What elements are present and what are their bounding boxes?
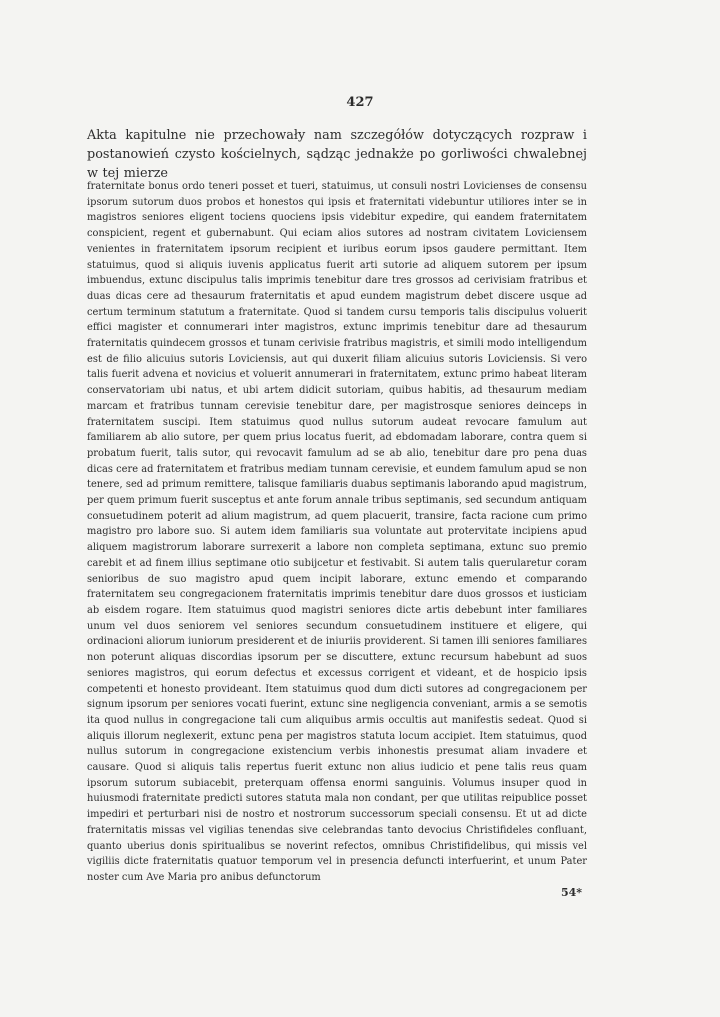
page-number: 427 — [346, 95, 374, 110]
latin-body-text: fraternitate bonus ordo teneri posset et tueri, statuimus, ut consuli nostri Lovicienses de consensu ipsorum sutorum duos probos et honestos qui ipsis et fraternitati videbuntur utiliores inter se in magistros seniores eligent tociens quociens ipsis videbitur expedire, qui eandem fraternitatem conspicient, regent et gubernabunt. Qui eciam alios sutores ad nostram civitatem Loviciensem venientes in fraternitatem ipsorum recipient et iuribus eorum ipsos gaudere permittant. Item statuimus, quod si aliquis iuvenis applicatus fuerit arti sutorie ad aliquem sutorem per ipsum imbuendus, extunc discipulus talis imprimis tenebitur dare tres grossos ad cerivisiam fratribus et duas dicas cere ad thesaurum fraternitatis et apud eundem magistrum debet discere usque ad certum terminum statutum a fraternitate. Quod si tandem cursu temporis talis discipulus voluerit effici magister et connumerari inter magistros, extunc imprimis tenebitur dare ad thesaurum fraternitatis quindecem grossos et tunam cerivisie fratribus magistris, et simili modo intelligendum est de filio alicuius sutoris Loviciensis, aut qui duxerit filiam alicuius sutoris Loviciensis. Si vero talis fuerit advena et novicius et voluerit annumerari in fraternitatem, extunc primo habeat literam conservatoriam ubi natus, et ubi artem didicit sutoriam, quibus habitis, ad thesaurum mediam marcam et fratribus tunnam cerevisie tenebitur dare, per magistrosque seniores deinceps in fraternitatem suscipi. Item statuimus quod nullus sutorum audeat revocare famulum aut familiarem ab alio sutore, per quem prius locatus fuerit, ad ebdomadam laborare, contra quem si probatum fuerit, talis sutor, qui revocavit famulum ad se ab alio, tenebitur dare pro pena duas dicas cere ad fraternitatem et fratribus mediam tunnam cerevisie, et eundem famulum apud se non tenere, sed ad primum remittere, talisque familiaris duabus septimanis laborando apud magistrum, per quem primum fuerit susceptus et ante forum annale tribus septimanis, sed secundum antiquam consuetudinem poterit ad alium magistrum, ad quem placuerit, transire, facta racione cum primo magistro pro labore suo. Si autem idem familiaris sua voluntate aut protervitate incipiens apud aliquem magistrorum laborare surrexerit a labore non completa septimana, extunc suo premio carebit et ad finem illius septimane otio subijcetur et festivabit. Si autem talis querularetur coram senioribus de suo magistro apud quem incipit laborare, extunc emendo et comparando fraternitatem seu congregacionem fraternitatis imprimis tenebitur dare duos grossos et iusticiam ab eisdem rogare. Item statuimus quod magistri seniores dicte artis debebunt inter familiares unum vel duos seniorem vel seniores secundum consuetudinem instituere et eligere, qui ordinacioni aliorum iuniorum presiderent et de iniuriis providerent. Si tamen illi seniores familiares non poterunt aliquas discordias ipsorum per se discuttere, extunc recursum habebunt ad suos seniores magistros, qui eorum defectus et excessus corrigent et videant, et de hospicio ipsis competenti et honesto provideant. Item statuimus quod dum dicti sutores ad congregacionem per signum ipsorum per seniores vocati fuerint, extunc sine negligencia conveniant, armis a se semotis ita quod nullus in congregacione tali cum aliquibus armis occultis aut manifestis sedeat. Quod si aliquis illorum neglexerit, extunc pena per magistros statuta locum accipiet. Item statuimus, quod nullus sutorum in congregacione existencium verbis inhonestis presumat aliam invadere et causare. Quod si aliquis talis repertus fuerit extunc non alius iudicio et pene talis reus quam ipsorum sutorum subiacebit, preterquam offensa enormi sanguinis. Volumus insuper quod in huiusmodi fraternitate predicti sutores statuta mala non condant, per que utilitas reipublice posset impediri et perturbari nisi de nostro et nostrorum successorum speciali consensu. Et ut ad dicte fraternitatis missas vel vigilias tenendas sive celebrandas tanto devocius Christifideles confluant, quanto uberius donis spiritualibus se noverint refectos, omnibus Christifidelibus, qui missis vel vigiliis dicte fraternitatis quatuor temporum vel in presencia defuncti interfuerint, et unum Pater noster cum Ave Maria pro anibus defunctorum — [87, 181, 587, 883]
section-heading: Akta kapitulne nie przechowały nam szczegółów dotyczących rozpraw i postanowień czysto kościelnych, sądząc jednakże po gorliwości chwalebnej w tej mierze — [87, 128, 587, 181]
folio-signature: 54* — [561, 886, 583, 899]
